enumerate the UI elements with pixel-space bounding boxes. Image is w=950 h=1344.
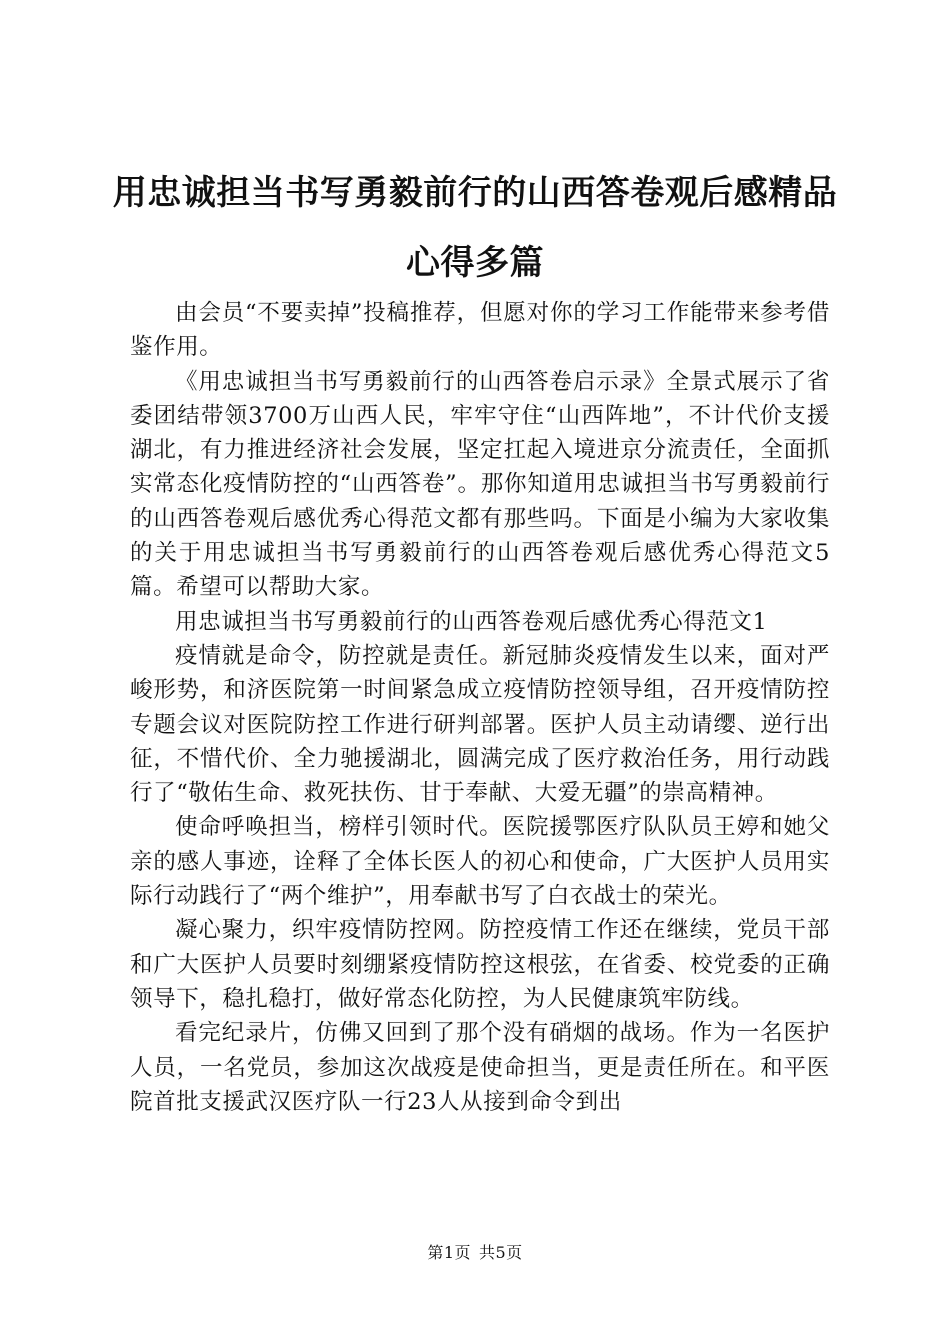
paragraph: 使命呼唤担当，榜样引领时代。医院援鄂医疗队队员王婷和她父亲的感人事迹，诠释了全体长医人的初心和使命，广大医护人员用实际行动践行了“两个维护”，用奉献书写了白衣战士的荣光。 [130, 814, 830, 910]
paragraph: 看完纪录片，仿佛又回到了那个没有硝烟的战场。作为一名医护人员，一名党员，参加这次战疫是使命担当，更是责任所在。和平医院首批支援武汉医疗队一行23人从接到命令到出 [130, 1020, 830, 1115]
document-body [130, 296, 830, 1119]
paragraph-summary: 《用忠诚担当书写勇毅前行的山西答卷启示录》全景式展示了省委团结带领3700万山西人民，牢牢守住“山西阵地”，不计代价支援湖北，有力推进经济社会发展，坚定扛起入境进京分流责任，全面抓实常态化疫情防控的“山西答卷”。那你知道用忠诚担当书写勇毅前行的山西答卷观后感优秀心得范文都有那些吗。下面是小编为大家收集的关于用忠诚担当书写勇毅前行的山西答卷观后感优秀心得范文5篇。希望可以帮助大家。 [130, 368, 830, 601]
page-number: 第1页 [427, 1243, 471, 1262]
section-heading: 用忠诚担当书写勇毅前行的山西答卷观后感优秀心得范文1 [175, 608, 768, 635]
paragraph-intro: 由会员“不要卖掉”投稿推荐，但愿对你的学习工作能带来参考借鉴作用。 [130, 300, 830, 361]
paragraph: 凝心聚力，织牢疫情防控网。防控疫情工作还在继续，党员干部和广大医护人员要时刻绷紧疫情防控这根弦，在省委、校党委的正确领导下，稳扎稳打，做好常态化防控，为人民健康筑牢防线。 [130, 917, 830, 1012]
paragraph: 疫情就是命令，防控就是责任。新冠肺炎疫情发生以来，面对严峻形势，和济医院第一时间紧急成立疫情防控领导组，召开疫情防控专题会议对医院防控工作进行研判部署。医护人员主动请缨、逆行出征，不惜代价、全力驰援湖北，圆满完成了医疗救治任务，用行动践行了“敬佑生命、救死扶伤、甘于奉献、大爱无疆”的崇高精神。 [130, 642, 830, 807]
page-footer [0, 1242, 950, 1264]
page-total: 共5页 [479, 1243, 523, 1262]
document-title: 用忠诚担当书写勇毅前行的山西答卷观后感精品心得多篇 [112, 173, 838, 283]
